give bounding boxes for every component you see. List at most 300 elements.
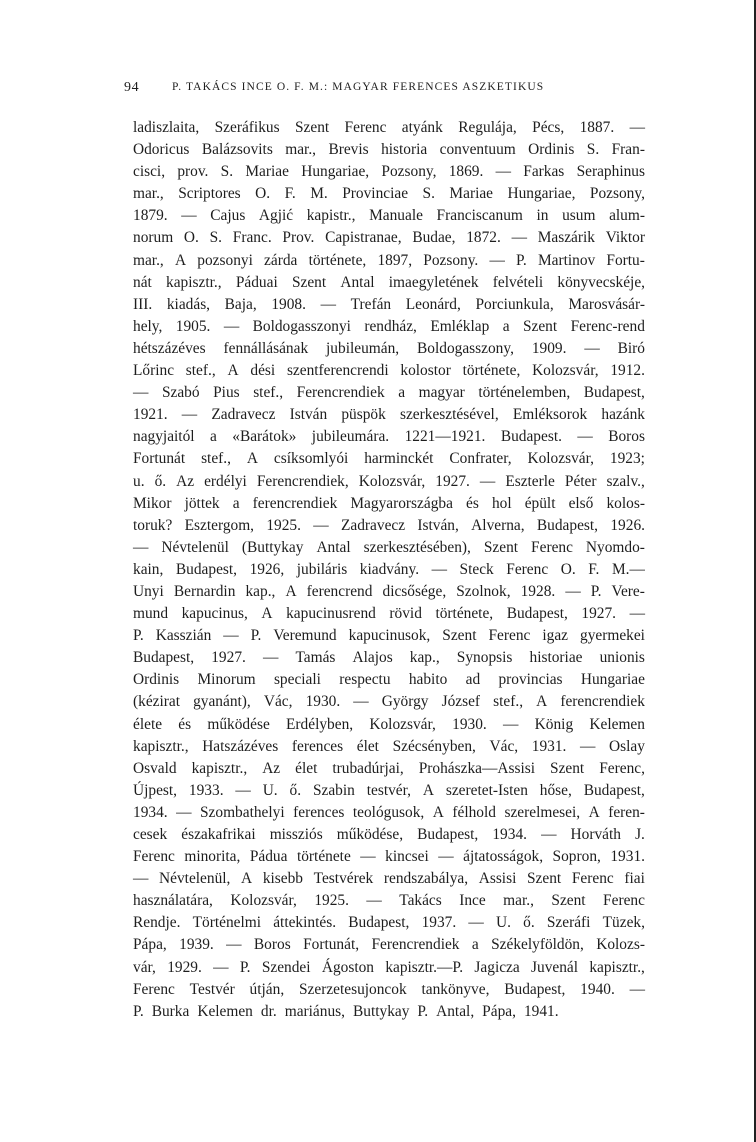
word: respectu (339, 671, 391, 689)
word: stef., (253, 384, 284, 402)
word: Rendje. (133, 914, 181, 932)
word: P. (133, 1002, 144, 1020)
text-line (133, 183, 645, 205)
word: Provinciae (342, 185, 409, 203)
word: Szabin (312, 781, 355, 799)
word: minorita, (184, 848, 241, 866)
word: Szent (550, 759, 585, 777)
text-line (133, 846, 645, 868)
word: Mikor (133, 494, 172, 512)
word: Lőrinc (133, 362, 175, 380)
word: trubadúrjai, (332, 759, 404, 777)
word: provincias (498, 671, 563, 689)
word: M.— (611, 560, 645, 578)
text-line (133, 448, 645, 470)
word: — (213, 958, 229, 976)
word: fennállásának (223, 339, 309, 357)
word: Ferenc (531, 538, 573, 556)
word: Jagicza (474, 958, 520, 976)
word: — (629, 980, 645, 998)
word: stef., (493, 693, 524, 711)
word: szentferencrendi (286, 362, 389, 380)
word: Pius (213, 384, 240, 402)
word: P. (516, 251, 527, 269)
word: O. (183, 229, 199, 247)
text-line (133, 1001, 645, 1023)
word: kapisztr., (166, 273, 222, 291)
word: A (536, 693, 548, 711)
word: Páduai (235, 273, 278, 291)
word: 1872. (466, 229, 501, 247)
word: Esztergom, (184, 516, 255, 534)
word: Szent (483, 538, 519, 556)
word: F. (588, 560, 600, 578)
text-line (133, 404, 645, 426)
word: Vác, (489, 737, 519, 755)
word: Kelemen (589, 715, 645, 733)
word: kapistr., (306, 207, 356, 225)
word: Budapest, (417, 826, 479, 843)
word: Ferencrendiek (371, 936, 460, 954)
word: 1931. (531, 737, 567, 755)
word: Balázsovits (201, 141, 273, 159)
word: Budapest, (348, 914, 410, 932)
word: S. (209, 229, 223, 247)
word: stef., (201, 450, 231, 468)
word: — (133, 870, 149, 888)
word: Pádua (249, 848, 288, 866)
word: jubiláris (296, 560, 348, 578)
word: kapisztr., (589, 958, 645, 976)
word: König (534, 715, 574, 733)
word: kain, (133, 560, 164, 578)
word: Fortunát (133, 450, 186, 468)
word: Ferenc, (599, 759, 645, 777)
word: ő. (289, 781, 302, 799)
word: szerelmesei, (504, 803, 581, 821)
word: harminckét (364, 450, 434, 468)
word: — (181, 207, 197, 225)
word: a (471, 936, 479, 954)
word: 1921. (133, 406, 168, 424)
word: Confrater, (449, 450, 512, 468)
word: 1925. (266, 516, 301, 534)
word: élete (133, 715, 163, 733)
word: könyvecskéje, (557, 273, 645, 291)
word: történelemben, (478, 384, 571, 402)
word: Kolozsvár, (532, 362, 599, 380)
word: 1897, (377, 251, 413, 269)
word: Pápa, (482, 1002, 516, 1020)
word: Juvenál (531, 958, 579, 976)
word: kolostor (400, 362, 451, 380)
running-title: P. TAKÁCS INCE O. F. M.: MAGYAR FERENCES ASZKETIKUS (172, 81, 545, 93)
word: Testvérek (313, 870, 374, 888)
word: Osvald (133, 759, 177, 777)
word: — (223, 317, 240, 335)
word: Boros (608, 428, 645, 446)
text-line (133, 205, 645, 227)
word: Kelemen (197, 1002, 253, 1020)
word: Baja, (224, 295, 257, 313)
word: 1930. (305, 693, 341, 711)
text-line (133, 736, 645, 758)
word: tankönyve, (421, 980, 490, 998)
word: Alajos (352, 649, 393, 667)
word: Prov. (282, 229, 315, 247)
word: Unyi (133, 582, 164, 600)
word: Ordinis (528, 141, 575, 159)
word: III. (133, 295, 153, 313)
word: P. (250, 627, 262, 645)
word: — (629, 119, 645, 136)
word: rendház, (364, 317, 417, 335)
word: Zadravecz (341, 516, 406, 534)
word: Odoricus (133, 141, 190, 159)
word: a (502, 317, 510, 335)
word: Magyarországba (350, 494, 453, 512)
word: félhold (452, 803, 496, 821)
word: Sopron, (552, 848, 601, 866)
text-line (133, 802, 645, 824)
word: György (381, 693, 429, 711)
word: Mariae (449, 185, 494, 203)
word: Antal, (436, 1002, 475, 1020)
word: nagyjaitól (133, 428, 195, 446)
word: Boros (253, 936, 291, 954)
word: Kolozsvár, (230, 892, 297, 910)
word: — (223, 627, 239, 645)
text-line (133, 338, 645, 360)
word: 1934. (492, 826, 527, 843)
word: testvér, (366, 781, 411, 799)
word: mar., (133, 185, 164, 203)
word: története, (435, 605, 494, 623)
word: — (438, 848, 454, 866)
word: Szeráfi (546, 914, 591, 932)
word: Hatszázéves (202, 737, 279, 755)
word: 1908. (271, 295, 306, 313)
word: József (441, 693, 481, 711)
word: Ferenc (133, 980, 175, 998)
text-line (133, 912, 645, 934)
word: Hungariae, (507, 185, 576, 203)
word: Franc. (232, 229, 272, 247)
word: első (568, 494, 594, 512)
word: speciali (273, 671, 321, 689)
word: Kolozsvár, (358, 472, 426, 490)
word: 1905. (175, 317, 211, 335)
word: Szent (527, 870, 562, 888)
text-line (133, 559, 645, 581)
word: Szent (291, 273, 327, 291)
word: Fran- (611, 141, 645, 159)
word: kolos- (606, 494, 645, 512)
word: 1887. (579, 119, 615, 136)
word: 1934. (133, 803, 168, 821)
word: O. (560, 560, 576, 578)
word: ő. (154, 472, 167, 490)
text-line (133, 272, 645, 294)
word: Farkas (523, 163, 565, 181)
word: gyanánt), (193, 693, 251, 711)
word: Zadravecz (211, 406, 276, 424)
body-text (133, 117, 645, 1020)
word: atyánk (401, 119, 443, 136)
text-line (133, 691, 645, 713)
word: északafrikai (181, 826, 256, 843)
word: Horváth (570, 826, 621, 843)
word: nát (133, 273, 152, 291)
text-line (133, 934, 645, 956)
word: Regulája, (458, 119, 517, 136)
word: Scriptores (178, 185, 241, 203)
word: Pozsony. (423, 251, 479, 269)
word: — (431, 560, 447, 578)
word: Szolnok, (456, 582, 511, 600)
word: kapucinusrend (286, 605, 376, 623)
word: szerkesztésében), (363, 538, 471, 556)
word: Trefán (350, 295, 392, 313)
word: Szerzetesujoncok (298, 980, 407, 998)
word: cisci, (133, 163, 166, 181)
word: Nyomdo- (585, 538, 645, 556)
word: 1929. (167, 958, 202, 976)
word: imaegyletének (388, 273, 479, 291)
word: fiai (624, 870, 645, 888)
word: Brevis (328, 141, 369, 159)
word: kincsei (385, 848, 429, 866)
word: Boldogasszony, (417, 339, 514, 357)
text-line (133, 382, 645, 404)
word: Burka (151, 1002, 190, 1020)
word: használatára, (133, 892, 213, 910)
word: kap., (245, 582, 276, 600)
word: Maszárik (537, 229, 595, 247)
word: épült (524, 494, 556, 512)
word: Prohászka—Assisi (418, 759, 536, 777)
word: Cajus (210, 207, 246, 225)
word: (Buttykay (241, 538, 304, 556)
word: Marosvásár- (568, 295, 645, 313)
word: Kasszián (155, 627, 212, 645)
word: Budae, (412, 229, 456, 247)
word: kiadvány. (359, 560, 420, 578)
word: — (495, 163, 511, 181)
word: S. (586, 141, 600, 159)
word: ladiszlaita, (133, 119, 200, 136)
word: Oslay (609, 737, 645, 755)
word: Takács (399, 892, 442, 910)
word: hőse, (539, 781, 572, 799)
word: Testvér (189, 980, 235, 998)
word: Névtelenül (161, 538, 229, 556)
word: Tamás (295, 649, 336, 667)
text-line (133, 227, 645, 249)
word: dési (250, 362, 276, 380)
word: jubileumára. (311, 428, 390, 446)
word: dr. (260, 1002, 277, 1020)
text-line (133, 493, 645, 515)
word: Mariae (245, 163, 289, 181)
text-line (133, 161, 645, 183)
word: A (422, 781, 434, 799)
word: — (313, 516, 329, 534)
word: 1940. (580, 980, 615, 998)
word: 1933. (188, 781, 224, 799)
word: története, (308, 251, 367, 269)
word: 1221—1921. (404, 428, 486, 446)
word: Szent (522, 317, 558, 335)
word: ferences (293, 803, 345, 821)
word: 1927. (435, 472, 470, 490)
word: mar., (285, 141, 317, 159)
word: A (227, 362, 239, 380)
word: dicsősége, (382, 582, 447, 600)
word: — (580, 737, 596, 755)
word: története, (462, 362, 521, 380)
word: P. (590, 582, 602, 600)
word: Tüzek, (602, 914, 645, 932)
word: — (353, 693, 369, 711)
word: Péter (564, 472, 597, 490)
word: élet (356, 737, 379, 755)
word: mar., (503, 892, 534, 910)
word: Budapest, (133, 649, 195, 667)
word: historia (381, 141, 428, 159)
word: unionis (599, 649, 645, 667)
word: rendszabálya, (383, 870, 469, 888)
word: kapucinus, (181, 605, 248, 623)
word: ferences (291, 737, 344, 755)
word: szeretet-Isten (445, 781, 528, 799)
word: — (262, 649, 279, 667)
word: u. (133, 472, 145, 490)
word: áttekintés. (273, 914, 337, 932)
word: Buttykay (352, 1002, 410, 1020)
word: Ferenc (603, 892, 645, 910)
word: A (174, 251, 187, 269)
word: — (629, 605, 645, 623)
text-line (133, 294, 645, 316)
word: P. (133, 627, 144, 645)
word: 1909. (531, 339, 567, 357)
word: püspök (341, 406, 386, 424)
word: kapisztr.—P. (385, 958, 464, 976)
text-line (133, 426, 645, 448)
word: Biró (617, 339, 645, 357)
word: 1926, (249, 560, 285, 578)
word: historiae (529, 649, 583, 667)
word: stef., (185, 362, 216, 380)
word: Szombathelyi (200, 803, 285, 821)
text-line (133, 714, 645, 736)
word: — (133, 384, 149, 402)
word: prov. (177, 163, 209, 181)
word: Ince (459, 892, 486, 910)
word: Fortunát, (303, 936, 360, 954)
word: Kolozs- (596, 936, 645, 954)
word: és (466, 494, 479, 512)
word: mariánus, (284, 1002, 345, 1020)
word: 1937. (421, 914, 457, 932)
word: — (366, 892, 382, 910)
text-line (133, 537, 645, 559)
word: Ferenc (488, 627, 531, 645)
word: István (289, 406, 328, 424)
text-line (133, 139, 645, 161)
word: pozsonyi (197, 251, 253, 269)
word: erdélyi (204, 472, 247, 490)
word: A (432, 803, 444, 821)
word: működése (207, 715, 270, 733)
text-line (133, 515, 645, 537)
word: — (489, 251, 505, 269)
word: S. (422, 185, 435, 203)
word: habito (408, 671, 448, 689)
word: Szeráfikus (214, 119, 280, 136)
word: hely, (133, 317, 163, 335)
word: alum- (609, 207, 645, 225)
word: Az (176, 472, 195, 490)
word: Budapest, (506, 605, 568, 623)
word: működése, (336, 826, 404, 843)
word: Synopsis (456, 649, 513, 667)
word: usum (562, 207, 596, 225)
word: 1941. (523, 1002, 559, 1020)
word: útján, (249, 980, 285, 998)
word: Névtelenül, (159, 870, 231, 888)
word: — (584, 339, 600, 357)
word: Veremund (273, 627, 337, 645)
word: Történelmi (192, 914, 262, 932)
word: Szent (442, 627, 477, 645)
word: Budapest, (583, 781, 645, 799)
word: A (246, 450, 259, 468)
word: ferencrendiek (252, 494, 338, 512)
word: Boldogasszonyi (252, 317, 351, 335)
word: O. (255, 185, 271, 203)
word: 1869. (448, 163, 484, 181)
text-line (133, 758, 645, 780)
word: 1931. (610, 848, 645, 866)
word: toruk? (133, 516, 173, 534)
word: Budapest. (500, 428, 562, 446)
word: ad (465, 671, 481, 689)
word: Minorum (197, 671, 256, 689)
word: 1927. (211, 649, 246, 667)
word: ő. (523, 914, 535, 932)
word: cesek (133, 826, 168, 843)
word: — (181, 406, 198, 424)
word: 1912. (610, 362, 645, 380)
word: — (479, 472, 496, 490)
word: Ferenc (571, 870, 614, 888)
word: Budapest, (175, 560, 238, 578)
word: Emléklap (430, 317, 490, 335)
word: szalv., (606, 472, 645, 490)
word: hazánk (601, 406, 645, 424)
word: Újpest, (133, 781, 178, 799)
word: 1879. (133, 207, 168, 225)
word: Manuale (369, 207, 423, 225)
word: feren- (608, 803, 645, 821)
word: A (261, 605, 273, 623)
word: Agjić (258, 207, 294, 225)
word: ferencrend (306, 582, 373, 600)
word: J. (635, 826, 645, 843)
word: Antal (316, 538, 351, 556)
